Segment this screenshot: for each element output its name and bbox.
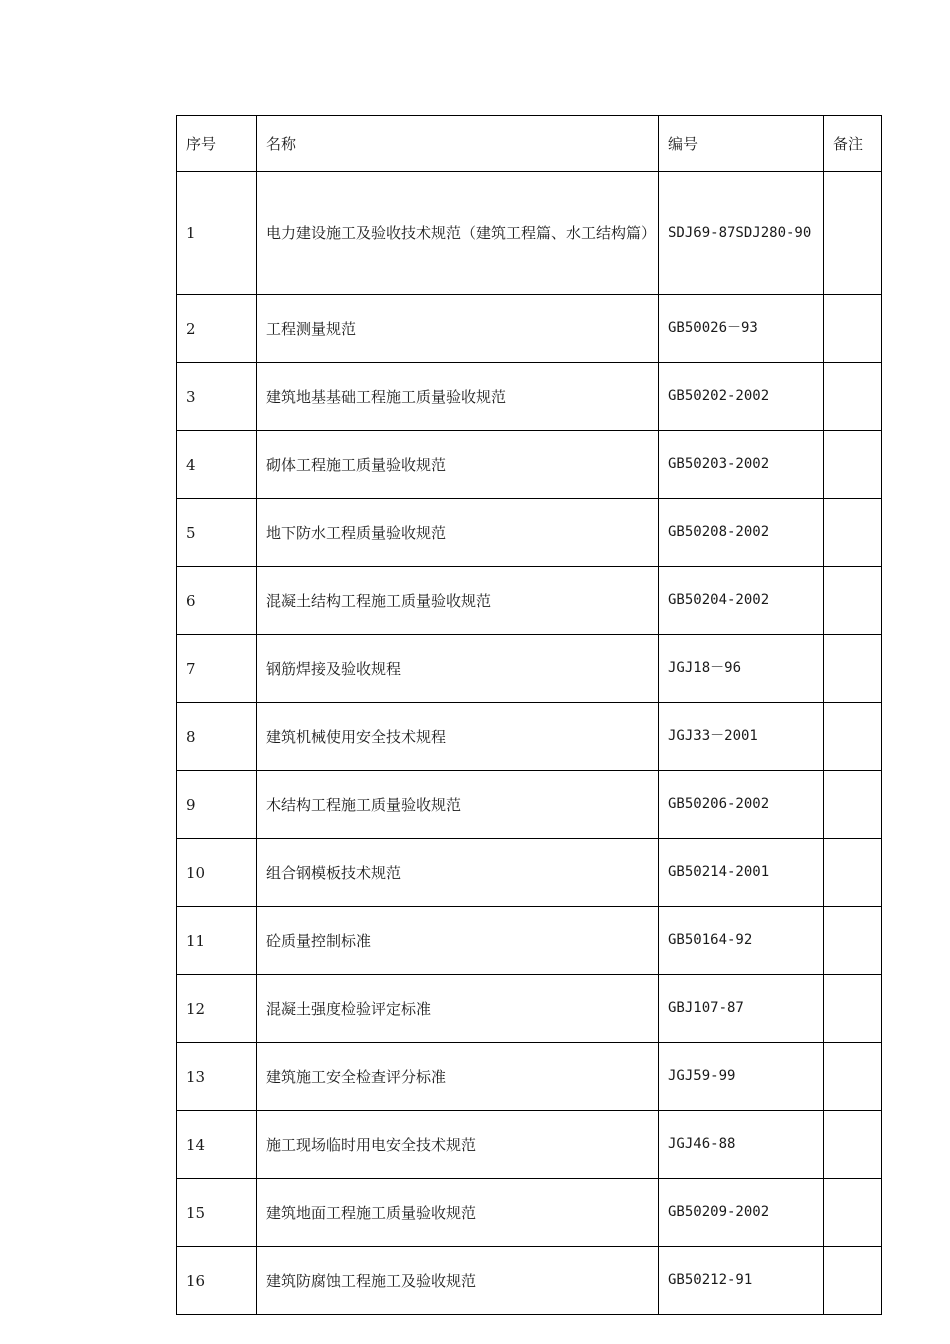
row-name: 钢筋焊接及验收规程 [257, 635, 659, 703]
row-name: 混凝土结构工程施工质量验收规范 [257, 567, 659, 635]
row-remark [824, 907, 882, 975]
standards-table [176, 115, 882, 1315]
row-name: 砌体工程施工质量验收规范 [257, 431, 659, 499]
row-remark [824, 1043, 882, 1111]
row-code: GB50209-2002 [659, 1179, 824, 1247]
row-code: GB50214-2001 [659, 839, 824, 907]
table-row [177, 839, 882, 907]
header-name: 名称 [257, 116, 659, 172]
table-row [177, 635, 882, 703]
row-seq: 15 [177, 1179, 257, 1247]
table-row [177, 172, 882, 295]
table-body [177, 116, 882, 1315]
row-code: JGJ46-88 [659, 1111, 824, 1179]
row-code: GB50164-92 [659, 907, 824, 975]
row-remark [824, 295, 882, 363]
table-row [177, 1111, 882, 1179]
row-seq: 3 [177, 363, 257, 431]
row-seq: 7 [177, 635, 257, 703]
row-name: 工程测量规范 [257, 295, 659, 363]
row-code: GB50203-2002 [659, 431, 824, 499]
table-row [177, 703, 882, 771]
row-name: 电力建设施工及验收技术规范（建筑工程篇、水工结构篇） [257, 172, 659, 295]
row-remark [824, 363, 882, 431]
table-row [177, 567, 882, 635]
table-row [177, 363, 882, 431]
row-remark [824, 635, 882, 703]
row-seq: 6 [177, 567, 257, 635]
row-seq: 1 [177, 172, 257, 295]
row-name: 木结构工程施工质量验收规范 [257, 771, 659, 839]
row-code: JGJ33－2001 [659, 703, 824, 771]
row-remark [824, 499, 882, 567]
row-name: 混凝土强度检验评定标准 [257, 975, 659, 1043]
row-name: 砼质量控制标准 [257, 907, 659, 975]
row-seq: 9 [177, 771, 257, 839]
row-code: GB50204-2002 [659, 567, 824, 635]
row-remark [824, 431, 882, 499]
row-code: GBJ107-87 [659, 975, 824, 1043]
table-header-row [177, 116, 882, 172]
row-seq: 12 [177, 975, 257, 1043]
row-remark [824, 1179, 882, 1247]
row-code: JGJ59-99 [659, 1043, 824, 1111]
table-row [177, 1247, 882, 1315]
row-seq: 8 [177, 703, 257, 771]
row-name: 建筑地面工程施工质量验收规范 [257, 1179, 659, 1247]
row-remark [824, 839, 882, 907]
row-code: GB50206-2002 [659, 771, 824, 839]
row-remark [824, 1247, 882, 1315]
row-seq: 16 [177, 1247, 257, 1315]
header-remark: 备注 [824, 116, 882, 172]
table-row [177, 431, 882, 499]
row-remark [824, 172, 882, 295]
row-seq: 5 [177, 499, 257, 567]
table-row [177, 907, 882, 975]
row-remark [824, 567, 882, 635]
row-code: SDJ69-87SDJ280-90 [659, 172, 824, 295]
table-row [177, 771, 882, 839]
row-name: 组合钢模板技术规范 [257, 839, 659, 907]
row-name: 建筑机械使用安全技术规程 [257, 703, 659, 771]
row-remark [824, 771, 882, 839]
table-row [177, 975, 882, 1043]
row-name: 施工现场临时用电安全技术规范 [257, 1111, 659, 1179]
row-seq: 13 [177, 1043, 257, 1111]
row-seq: 2 [177, 295, 257, 363]
row-name: 建筑地基基础工程施工质量验收规范 [257, 363, 659, 431]
header-code: 编号 [659, 116, 824, 172]
row-seq: 4 [177, 431, 257, 499]
row-seq: 11 [177, 907, 257, 975]
row-name: 建筑防腐蚀工程施工及验收规范 [257, 1247, 659, 1315]
row-code: GB50026－93 [659, 295, 824, 363]
row-seq: 14 [177, 1111, 257, 1179]
row-remark [824, 975, 882, 1043]
row-seq: 10 [177, 839, 257, 907]
header-seq: 序号 [177, 116, 257, 172]
table-row [177, 295, 882, 363]
table-row [177, 1043, 882, 1111]
row-name: 建筑施工安全检查评分标准 [257, 1043, 659, 1111]
table-row [177, 499, 882, 567]
row-code: GB50202-2002 [659, 363, 824, 431]
row-name: 地下防水工程质量验收规范 [257, 499, 659, 567]
row-code: GB50208-2002 [659, 499, 824, 567]
row-remark [824, 1111, 882, 1179]
table-row [177, 1179, 882, 1247]
row-code: GB50212-91 [659, 1247, 824, 1315]
row-remark [824, 703, 882, 771]
row-code: JGJ18－96 [659, 635, 824, 703]
